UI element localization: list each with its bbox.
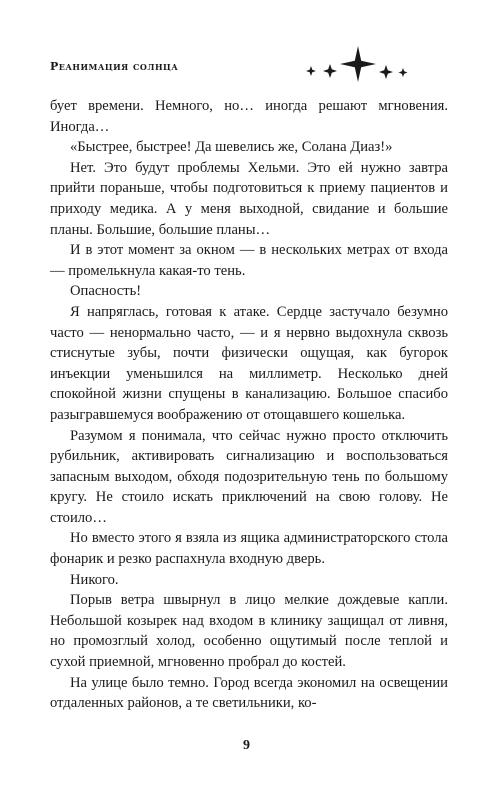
paragraph-9: Никого.: [70, 571, 119, 588]
paragraph-4: И в этот момент за окном — в нескольких метрах от входа — промелькнула какая-то тень.: [50, 242, 448, 279]
paragraph-8: Но вместо этого я взяла из ящика администраторского стола фонарик и резко распахнула входную дверь.: [50, 530, 448, 568]
paragraph-1: бует времени. Немного, но… иногда решают мгновения. Иногда…: [50, 98, 448, 135]
running-head-title: Реанимация солнца: [50, 60, 179, 73]
star-medium-1: [323, 64, 337, 78]
body-text: [50, 96, 448, 714]
paragraph-7: Разумом я понимала, что сейчас нужно просто отключить рубильник, активировать сигнализацию и воспользоваться запасным выходом, обходя подозрительную тень по большому кругу. Не стоило искать приключений на свою голову. Не стоило…: [50, 427, 448, 526]
stars-icon: [300, 44, 420, 84]
paragraph-6: Я напряглась, готовая к атаке. Сердце застучало безумно часто — ненормально часто, — и я нервно выдохнула сквозь стиснутые зубы, почти физически ощущая, как бугорок инъекции уменьшился на миллиметр. Несколько дней спокойной жизни спущены в канализацию. Большое спасибо разыгравшемуся воображению от отощавшего кошелька.: [50, 303, 448, 423]
star-small-1: [306, 66, 316, 76]
paragraph-2: «Быстрее, быстрее! Да шевелись же, Солана Диаз!»: [70, 139, 393, 156]
star-small-2: [399, 68, 408, 77]
paragraph-11: На улице было темно. Город всегда экономил на освещении отдаленных районов, а те светильники, ко-: [50, 674, 448, 712]
star-large: [340, 46, 376, 82]
paragraph-3: Нет. Это будут проблемы Хельми. Это ей нужно завтра прийти пораньше, чтобы подготовиться к приему пациентов и приходу медика. А у меня выходной, свидание и большие планы. Большие, большие планы…: [50, 159, 448, 238]
page-number: 9: [243, 738, 250, 753]
paragraph-5: Опасность!: [70, 283, 142, 300]
paragraph-10: Порыв ветра швырнул в лицо мелкие дождевые капли. Небольшой козырек над входом в клинику защищал от ливня, но промозглый холод, особенно ощутимый после теплой и сухой приемной, мгновенно пробрал до костей.: [50, 592, 448, 671]
star-medium-2: [379, 65, 393, 79]
